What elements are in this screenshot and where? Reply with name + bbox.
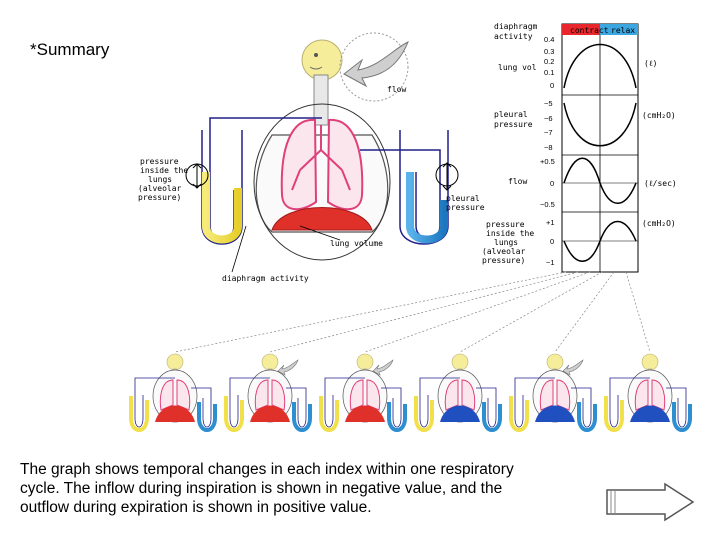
caption-line: cycle. The inflow during inspiration is shown in negative value, and the: [20, 480, 503, 497]
flow-arrow-label: flow: [387, 85, 407, 94]
lung-vol-ticks: [544, 35, 554, 90]
svg-text:0: 0: [550, 81, 555, 90]
svg-text:pressure: pressure: [140, 157, 179, 166]
time-pointer-line: [270, 272, 578, 352]
caption-line: outflow during expiration is shown in positive value.: [20, 499, 372, 516]
caption: [20, 460, 610, 517]
svg-text:0.4: 0.4: [544, 35, 555, 44]
cycle-figure: [416, 354, 500, 430]
svg-text:−8: −8: [544, 143, 553, 152]
svg-text:−5: −5: [544, 99, 553, 108]
right-arrow-icon: [605, 482, 695, 522]
svg-text:pressure: pressure: [486, 220, 525, 229]
flow-unit: (ℓ/sec): [644, 179, 677, 188]
svg-text:(alveolar: (alveolar: [138, 184, 182, 193]
flow-arrow-icon: [373, 360, 393, 375]
flow-ticks: [540, 157, 555, 209]
diaphragm-activity-graph-label: diaphragm: [494, 22, 538, 31]
alveolar-ticks: [546, 218, 555, 267]
pleural-pressure-graph-label: pleural: [494, 110, 528, 119]
alveolar-unit: (cmH₂O): [642, 219, 676, 228]
svg-text:pressure): pressure): [138, 193, 182, 202]
head-icon: [167, 354, 183, 370]
next-slide-button[interactable]: [605, 482, 695, 522]
page-title: *Summary: [30, 40, 110, 59]
lung-vol-unit: (ℓ): [644, 59, 658, 68]
svg-text:pressure: pressure: [494, 120, 533, 129]
cycle-figure: [226, 354, 310, 430]
time-pointer-line: [175, 272, 566, 352]
pleural-ticks: [544, 99, 553, 152]
time-pointer-lines: [175, 272, 650, 352]
svg-text:0.2: 0.2: [544, 57, 555, 66]
pleural-pressure-label-right: [446, 194, 485, 212]
svg-text:lungs: lungs: [148, 175, 173, 184]
svg-text:−7: −7: [544, 128, 553, 137]
svg-text:inside the: inside the: [486, 229, 535, 238]
cycle-figures-row: [131, 354, 690, 430]
cycle-figure: [606, 354, 690, 430]
caption-line: The graph shows temporal changes in each index within one respiratory: [20, 461, 514, 478]
lung-vol-label: lung vol: [498, 63, 537, 72]
head-icon: [452, 354, 468, 370]
alveolar-pressure-label-left: [138, 157, 188, 202]
pleural-unit: (cmH₂O): [642, 111, 676, 120]
head-icon: [262, 354, 278, 370]
cycle-figure: [131, 354, 215, 430]
head-icon: [547, 354, 563, 370]
contract-label: contract: [570, 26, 609, 35]
cycle-figure: [511, 354, 595, 430]
flow-arrow-icon: [563, 360, 583, 375]
svg-text:0.1: 0.1: [544, 68, 555, 77]
svg-text:pressure): pressure): [482, 256, 526, 265]
relax-label: relax: [611, 26, 636, 35]
respiratory-cycle-graph: [482, 22, 677, 272]
svg-text:0.3: 0.3: [544, 47, 555, 56]
time-pointer-line: [626, 272, 650, 352]
svg-text:pleural: pleural: [446, 194, 480, 203]
svg-text:−1: −1: [546, 258, 555, 267]
svg-text:(alveolar: (alveolar: [482, 247, 526, 256]
head-icon: [357, 354, 373, 370]
lung-volume-label: lung volume: [330, 239, 383, 248]
time-pointer-line: [555, 272, 614, 352]
flow-arrow-icon: [278, 360, 298, 375]
svg-text:+0.5: +0.5: [540, 157, 555, 166]
time-pointer-line: [365, 272, 590, 352]
svg-text:0: 0: [550, 179, 555, 188]
svg-text:inside the: inside the: [140, 166, 189, 175]
svg-text:0: 0: [550, 237, 555, 246]
diaphragm-activity-label: diaphragm activity: [222, 274, 309, 283]
flow-graph-label: flow: [508, 177, 528, 186]
alveolar-pressure-graph-label: [482, 220, 534, 265]
head-icon: [642, 354, 658, 370]
head-icon: [302, 40, 342, 80]
svg-text:−0.5: −0.5: [540, 200, 555, 209]
svg-text:−6: −6: [544, 114, 553, 123]
svg-text:lungs: lungs: [494, 238, 519, 247]
svg-text:pressure: pressure: [446, 203, 485, 212]
svg-text:activity: activity: [494, 32, 533, 41]
cycle-figure: [321, 354, 405, 430]
main-figure: [138, 33, 485, 283]
svg-text:+1: +1: [546, 218, 555, 227]
